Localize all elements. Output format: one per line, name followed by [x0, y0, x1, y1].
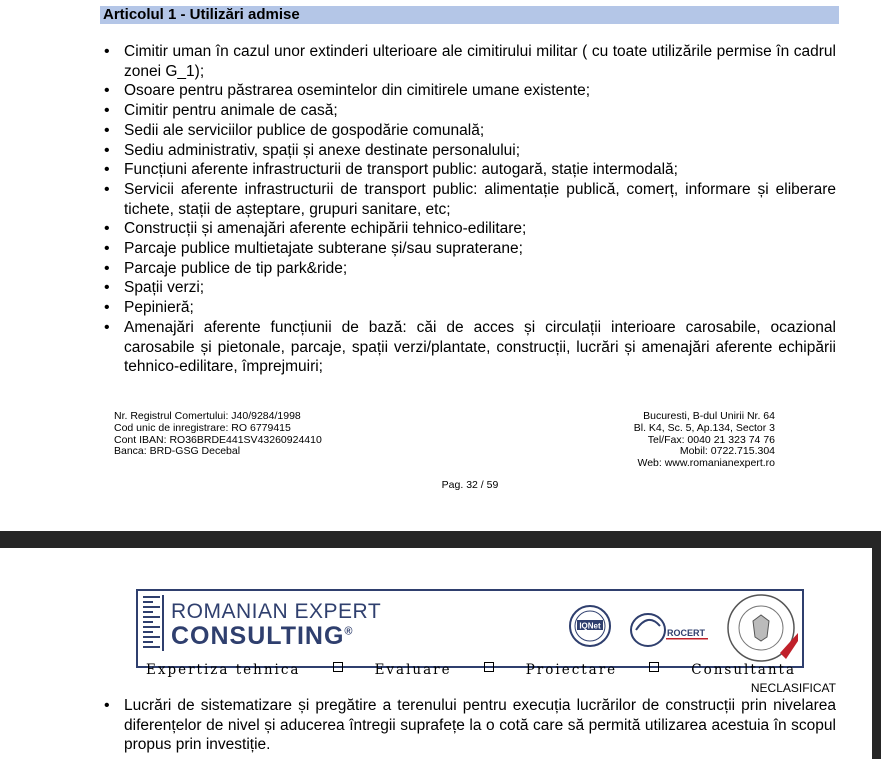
list-item: • Funcțiuni aferente infrastructurii de transport public: autogară, stație intermodală;: [104, 160, 836, 180]
works-list: [104, 696, 836, 755]
rocert-certification-badge-icon: [628, 604, 718, 650]
list-item: • Amenajări aferente funcțiunii de bază: căi de acces și circulații interioare carosabile, ocazional carosabile și pietonale, parcaje, spații verzi/plantate, construcții, lucrări și amenajări aferente echipării tehnico-edilitare, împrejmuiri;: [104, 318, 836, 377]
list-item: • Pepinieră;: [104, 298, 836, 318]
list-item: • Parcaje publice multietajate subterane și/sau supraterane;: [104, 239, 836, 259]
list-item: • Lucrări de sistematizare și pregătire a terenului pentru execuția lucrărilor de construcții prin nivelarea diferențelor de nivel și aducerea întregii suprafețe la o cotă care să permită utilizarea acestuia în scopul propus prin investiție.: [104, 696, 836, 755]
footer-line: Bucuresti, B-dul Unirii Nr. 64: [643, 410, 775, 422]
footer-line: Tel/Fax: 0040 21 323 74 76: [647, 433, 775, 446]
footer-line: Mobil: 0722.715.304: [679, 445, 775, 458]
separator-square-icon: [484, 662, 494, 672]
footer-company-info: [114, 411, 322, 458]
list-item: • Sedii ale serviciilor publice de gospodărie comunală;: [104, 121, 836, 141]
logo-lines-icon: [143, 596, 160, 651]
list-item: • Cimitir uman în cazul unor extinderi ulterioare ale cimitirului militar ( cu toate utilizările permise în cadrul zonei G_1);: [104, 42, 836, 81]
rocert-label: ROCERT: [667, 628, 705, 638]
list-item: • Construcții și amenajări aferente echipării tehnico-edilitare;: [104, 219, 836, 239]
service-proiectare: Proiectare: [525, 662, 618, 678]
classification-label: NECLASIFICAT: [750, 681, 836, 695]
page-separator: [0, 531, 881, 548]
list-item: • Cimitir pentru animale de casă;: [104, 101, 836, 121]
allowed-uses-list: [104, 42, 836, 377]
separator-square-icon: [333, 662, 343, 672]
article-heading: Articolul 1 - Utilizări admise: [100, 6, 839, 24]
list-item: • Servicii aferente infrastructurii de transport public: alimentație publică, comerț, informare și eliberare tichete, stații de așteptare, grupuri sanitare, etc;: [104, 180, 836, 219]
service-consultanta: Consultanta: [691, 662, 796, 678]
document-page-next: [0, 548, 872, 759]
footer-line: Banca: BRD-GSG Decebal: [114, 445, 241, 458]
list-item: • Sediu administrativ, spații și anexe destinate personalului;: [104, 141, 836, 161]
service-evaluare: Evaluare: [374, 662, 452, 678]
list-item: • Osoare pentru păstrarea osemintelor din cimitirele umane existente;: [104, 81, 836, 101]
footer-line: Bl. K4, Sc. 5, Ap.134, Sector 3: [633, 421, 775, 434]
logo-bar: [162, 595, 164, 651]
separator-square-icon: [649, 662, 659, 672]
iqnet-certification-badge-icon: [559, 604, 621, 648]
company-services-bar: [146, 662, 796, 678]
footer-line: Nr. Registrul Comertului: J40/9284/1998: [114, 410, 301, 422]
footer-website-link[interactable]: Web: www.romanianexpert.ro: [637, 457, 775, 470]
viewer-background: [872, 548, 881, 759]
list-item: • Spații verzi;: [104, 278, 836, 298]
company-name-line2: CONSULTING®: [171, 622, 354, 650]
company-name-line1: ROMANIAN EXPERT: [171, 600, 382, 623]
page-number: Pag. 32 / 59: [441, 479, 499, 491]
footer-contact-info: [634, 411, 775, 470]
service-expertiza: Expertiza tehnica: [146, 662, 301, 678]
quality-seal-icon: [722, 591, 800, 666]
iqnet-label: IQNet: [579, 621, 601, 631]
footer-line: Cod unic de inregistrare: RO 6779415: [114, 421, 291, 434]
footer-line: Cont IBAN: RO36BRDE441SV43260924410: [114, 433, 322, 446]
list-item: • Parcaje publice de tip park&ride;: [104, 259, 836, 279]
